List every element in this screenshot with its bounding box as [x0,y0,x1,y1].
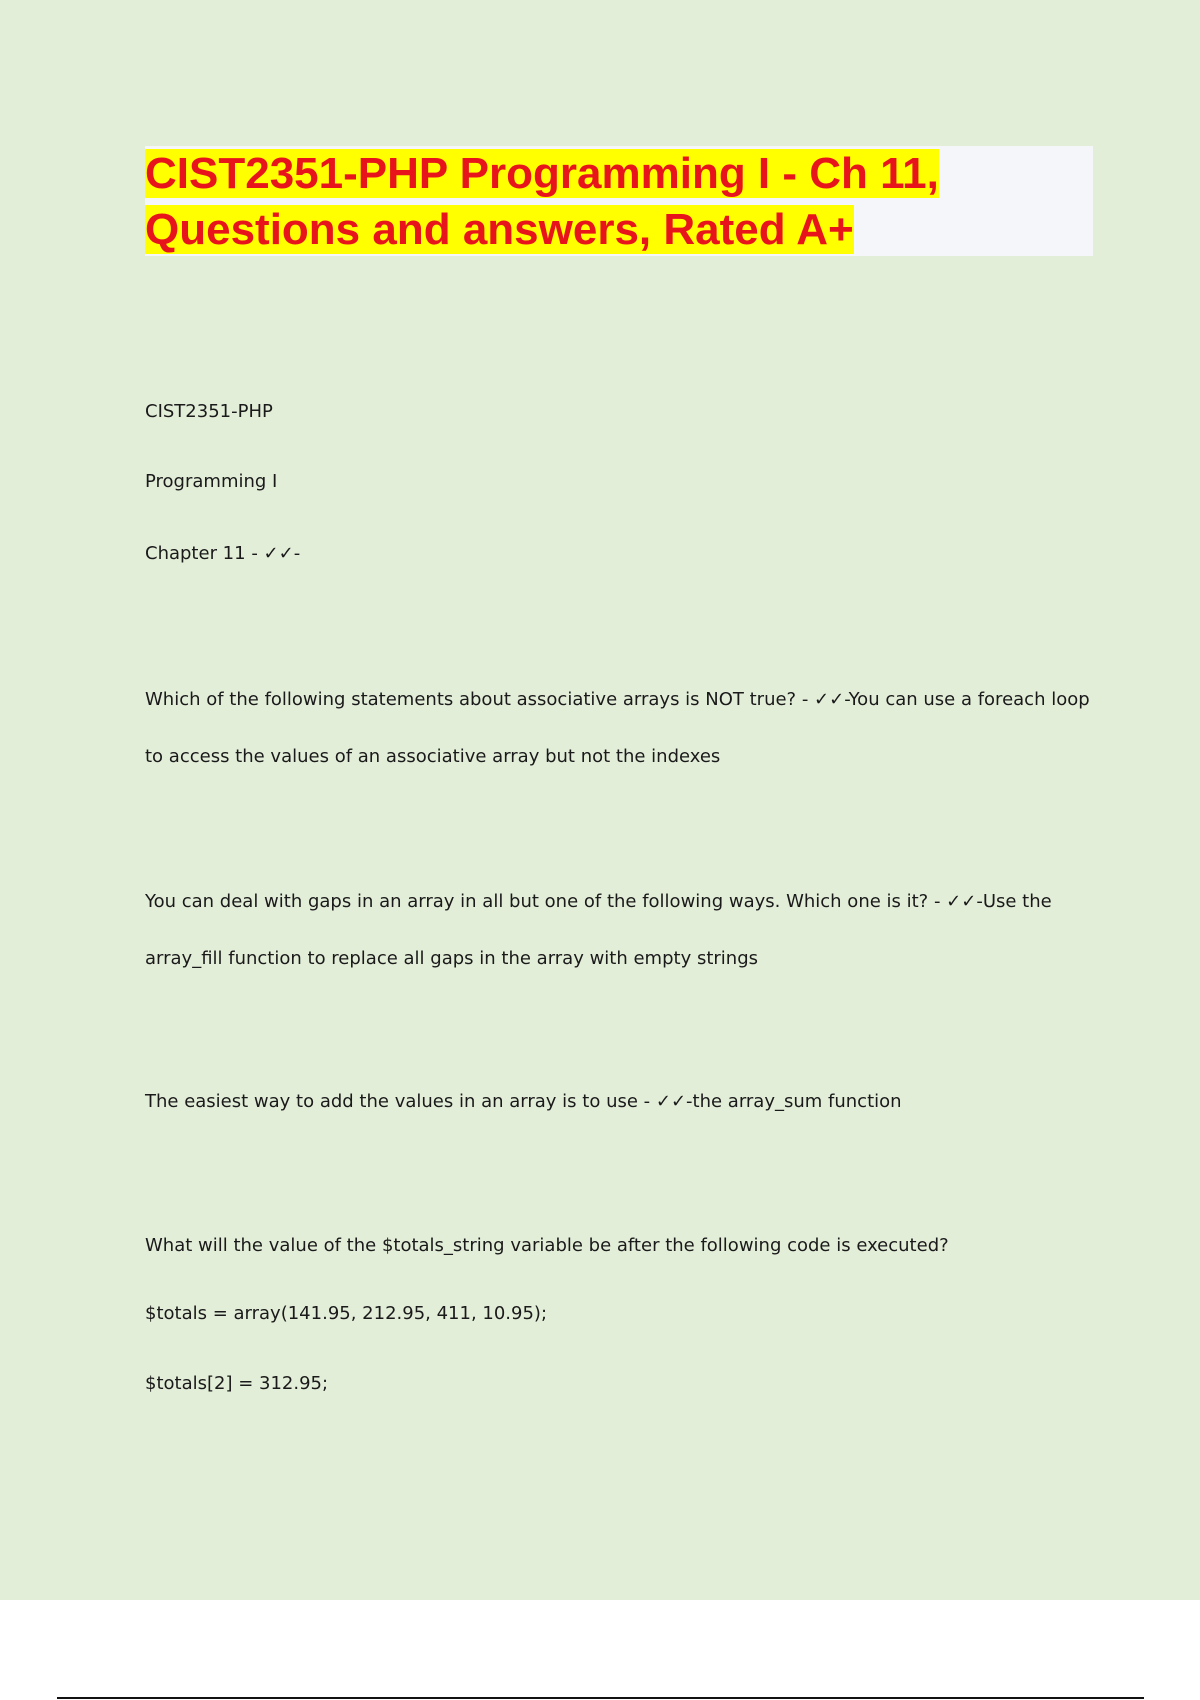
question-2-line-2: array_fill function to replace all gaps in the array with empty strings [145,948,759,969]
question-1-line-2: to access the values of an associative array but not the indexes [145,746,721,767]
document-title [145,146,1093,258]
title-block [145,146,1093,256]
code-line-2: $totals[2] = 312.95; [145,1373,329,1394]
question-4: What will the value of the $totals_string variable be after the following code is executed? [145,1235,949,1256]
footer-divider [57,1697,1144,1699]
question-1-line-1: Which of the following statements about associative arrays is NOT true? - ✓✓-You can use a foreach loop [145,689,1090,710]
course-name: Programming I [145,471,278,492]
title-line-1: CIST2351-PHP Programming I - Ch 11, [145,149,939,198]
title-line-2: Questions and answers, Rated A+ [145,205,854,254]
question-2-line-1: You can deal with gaps in an array in all but one of the following ways. Which one is it? - ✓✓-Use the [145,891,1052,912]
course-code: CIST2351-PHP [145,401,273,422]
code-line-1: $totals = array(141.95, 212.95, 411, 10.95); [145,1303,548,1324]
chapter-heading: Chapter 11 - ✓✓- [145,543,301,564]
question-3: The easiest way to add the values in an array is to use - ✓✓-the array_sum function [145,1091,902,1112]
